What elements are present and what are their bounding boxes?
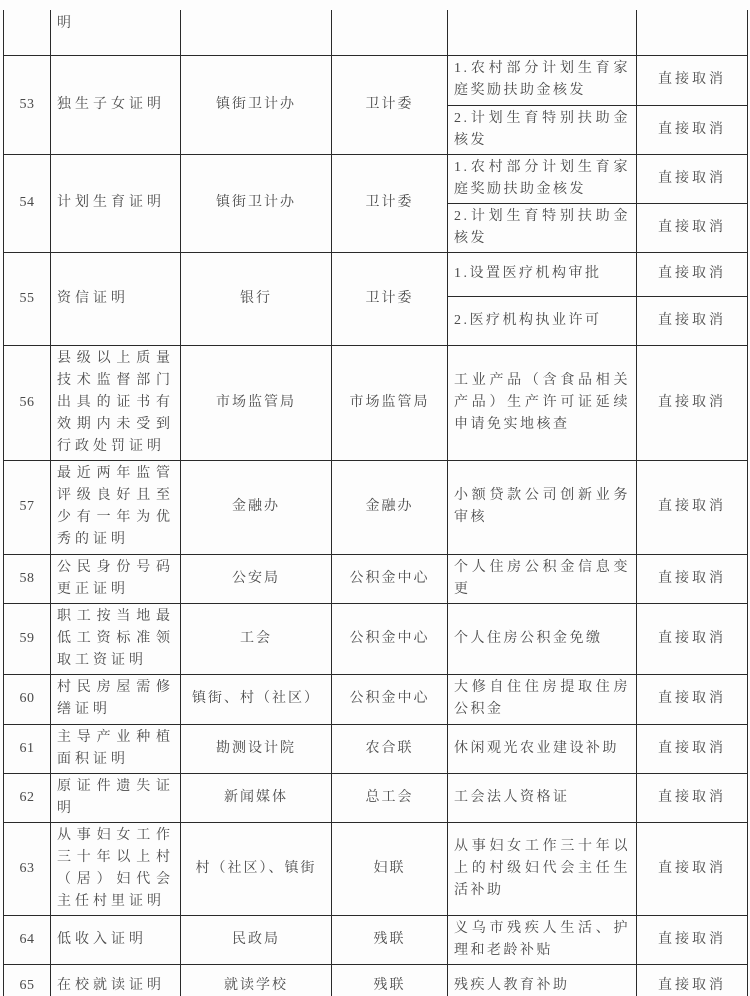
action-cell: 直接取消 [637,55,748,105]
action-cell: 直接取消 [637,203,748,252]
responsible-department: 农合联 [332,724,448,773]
row-number: 61 [4,724,51,773]
table-row [4,252,748,296]
table-row [4,724,748,773]
certificate-name: 独生子女证明 [51,55,181,154]
certificate-name: 低收入证明 [51,915,181,964]
issuing-unit [181,10,332,55]
table-row [4,554,748,603]
certificate-name: 职工按当地最低工资标准领取工资证明 [51,603,181,674]
row-number: 55 [4,252,51,345]
responsible-department: 总工会 [332,773,448,822]
action-cell: 直接取消 [637,822,748,915]
issuing-unit: 工会 [181,603,332,674]
certificate-name: 公民身份号码更正证明 [51,554,181,603]
table-row [4,603,748,674]
related-matter: 休闲观光农业建设补助 [448,724,637,773]
action-cell: 直接取消 [637,154,748,203]
responsible-department: 妇联 [332,822,448,915]
related-matter: 1.农村部分计划生育家庭奖励扶助金核发 [448,55,637,105]
related-matter: 1.农村部分计划生育家庭奖励扶助金核发 [448,154,637,203]
action-cell: 直接取消 [637,460,748,554]
certificate-name: 资信证明 [51,252,181,345]
certificate-cancellation-table [3,10,748,996]
row-number: 65 [4,964,51,996]
row-number [4,10,51,55]
responsible-department: 市场监管局 [332,345,448,460]
certificate-name-fragment: 明 [51,10,181,55]
responsible-department: 卫计委 [332,55,448,154]
row-number: 58 [4,554,51,603]
responsible-department: 公积金中心 [332,603,448,674]
action-cell: 直接取消 [637,252,748,296]
related-matter: 小额贷款公司创新业务审核 [448,460,637,554]
certificate-name: 原证件遗失证明 [51,773,181,822]
action-cell: 直接取消 [637,345,748,460]
table-row [4,154,748,203]
related-matter: 义乌市残疾人生活、护理和老龄补贴 [448,915,637,964]
issuing-unit: 银行 [181,252,332,345]
action-cell: 直接取消 [637,296,748,345]
issuing-unit: 民政局 [181,915,332,964]
responsible-department: 残联 [332,915,448,964]
action-cell: 直接取消 [637,964,748,996]
row-number: 56 [4,345,51,460]
issuing-unit: 村（社区）、镇街 [181,822,332,915]
action-cell: 直接取消 [637,105,748,154]
responsible-department: 卫计委 [332,252,448,345]
related-matter: 2.医疗机构执业许可 [448,296,637,345]
table-row [4,915,748,964]
row-number: 62 [4,773,51,822]
issuing-unit: 市场监管局 [181,345,332,460]
action-cell [637,10,748,55]
responsible-department: 金融办 [332,460,448,554]
issuing-unit: 镇街、村（社区） [181,674,332,724]
table-row [4,460,748,554]
row-number: 60 [4,674,51,724]
action-cell: 直接取消 [637,674,748,724]
row-number: 53 [4,55,51,154]
related-matter: 2.计划生育特别扶助金核发 [448,105,637,154]
issuing-unit: 勘测设计院 [181,724,332,773]
issuing-unit: 新闻媒体 [181,773,332,822]
certificate-name: 在校就读证明 [51,964,181,996]
action-cell: 直接取消 [637,554,748,603]
action-cell: 直接取消 [637,915,748,964]
related-matter: 工会法人资格证 [448,773,637,822]
related-matter: 残疾人教育补助 [448,964,637,996]
certificate-name: 计划生育证明 [51,154,181,252]
table-row [4,55,748,105]
responsible-department: 公积金中心 [332,674,448,724]
table-row [4,674,748,724]
table-row [4,345,748,460]
responsible-department [332,10,448,55]
table-row [4,773,748,822]
issuing-unit: 镇街卫计办 [181,55,332,154]
action-cell: 直接取消 [637,603,748,674]
related-matter: 大修自住住房提取住房公积金 [448,674,637,724]
table-row-continued [4,10,748,55]
table-row [4,964,748,996]
issuing-unit: 金融办 [181,460,332,554]
certificate-name: 从事妇女工作三十年以上村（居）妇代会主任村里证明 [51,822,181,915]
responsible-department: 卫计委 [332,154,448,252]
certificate-name: 村民房屋需修缮证明 [51,674,181,724]
issuing-unit: 就读学校 [181,964,332,996]
issuing-unit: 公安局 [181,554,332,603]
related-matter: 个人住房公积金免缴 [448,603,637,674]
issuing-unit: 镇街卫计办 [181,154,332,252]
row-number: 54 [4,154,51,252]
row-number: 59 [4,603,51,674]
row-number: 64 [4,915,51,964]
row-number: 63 [4,822,51,915]
certificate-name: 最近两年监管评级良好且至少有一年为优秀的证明 [51,460,181,554]
table-row [4,822,748,915]
related-matter: 1.设置医疗机构审批 [448,252,637,296]
related-matter: 工业产品（含食品相关产品）生产许可证延续申请免实地核查 [448,345,637,460]
certificate-name: 主导产业种植面积证明 [51,724,181,773]
action-cell: 直接取消 [637,724,748,773]
responsible-department: 残联 [332,964,448,996]
related-matter: 个人住房公积金信息变更 [448,554,637,603]
related-matter: 2.计划生育特别扶助金核发 [448,203,637,252]
related-matter [448,10,637,55]
related-matter: 从事妇女工作三十年以上的村级妇代会主任生活补助 [448,822,637,915]
action-cell: 直接取消 [637,773,748,822]
row-number: 57 [4,460,51,554]
responsible-department: 公积金中心 [332,554,448,603]
certificate-name: 县级以上质量技术监督部门出具的证书有效期内未受到行政处罚证明 [51,345,181,460]
